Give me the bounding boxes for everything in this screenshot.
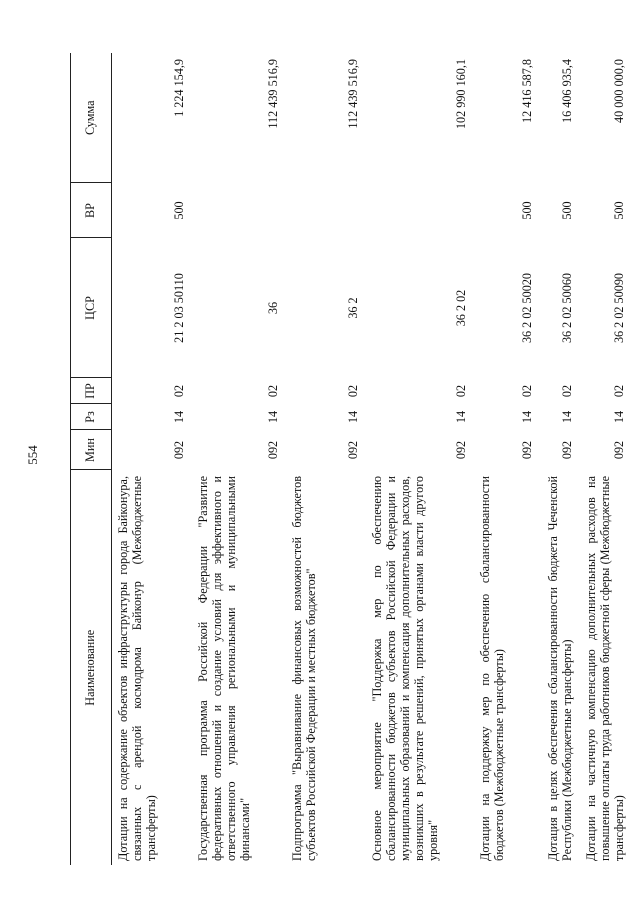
row-rz: 14 xyxy=(346,410,360,424)
row-sum: 16 406 935,4 xyxy=(560,59,574,123)
header-pr: ПР xyxy=(71,378,112,404)
budget-table xyxy=(70,53,640,865)
row-min: 092 xyxy=(560,440,574,460)
table-row xyxy=(192,53,286,865)
table-row xyxy=(366,53,474,865)
row-name: Дотации на частичную компенсацию дополнительных расходов на повышение оплаты труда работников бюджетной сферы (Межбюджетные трансферты) xyxy=(584,476,626,861)
row-rz: 14 xyxy=(612,410,626,424)
row-vr: 500 xyxy=(560,201,574,220)
header-rz: Рз xyxy=(71,404,112,430)
row-vr: 500 xyxy=(172,201,186,220)
header-vr: ВР xyxy=(71,183,112,238)
row-min: 092 xyxy=(520,440,534,460)
row-pr: 02 xyxy=(612,384,626,398)
row-min: 092 xyxy=(612,440,626,460)
row-min: 092 xyxy=(454,440,468,460)
row-rz: 14 xyxy=(454,410,468,424)
table-row xyxy=(580,53,640,865)
row-pr: 02 xyxy=(560,384,574,398)
row-pr: 02 xyxy=(172,384,186,398)
row-vr xyxy=(286,183,366,238)
row-vr xyxy=(192,183,286,238)
row-min: 092 xyxy=(346,440,360,460)
row-csr: 36 2 02 50090 xyxy=(612,272,626,344)
row-name: Основное мероприятие "Поддержка мер по обеспечению сбалансированности бюджетов субъектов Российской Федерации и муниципальных образований и компенсация дополнительных расходов, возникших в результате решений, принятых органами власти другого уровня" xyxy=(370,476,440,861)
row-sum: 40 000 000,0 xyxy=(612,59,626,123)
row-rz: 14 xyxy=(172,410,186,424)
page-number: 554 xyxy=(25,445,40,465)
row-csr: 36 2 xyxy=(346,297,360,319)
table-row xyxy=(542,53,580,865)
row-csr: 21 2 03 50110 xyxy=(172,273,186,343)
row-pr: 02 xyxy=(454,384,468,398)
row-name: Государственная программа Российской Федерации "Развитие федеративных отношений и создание условий для эффективного и ответственного управления региональными и муниципальными финансами" xyxy=(196,476,252,861)
row-sum: 102 990 160,1 xyxy=(454,59,468,130)
row-name: Дотации на поддержку мер по обеспечению сбалансированности бюджетов (Межбюджетные трансферты) xyxy=(478,476,506,861)
header-csr: ЦСР xyxy=(71,238,112,378)
row-vr: 500 xyxy=(612,201,626,220)
row-csr: 36 2 02 50020 xyxy=(520,272,534,344)
row-pr: 02 xyxy=(266,384,280,398)
table-header-row xyxy=(71,53,112,865)
header-name: Наименование xyxy=(71,470,112,865)
row-sum: 1 224 154,9 xyxy=(172,59,186,117)
table-row xyxy=(286,53,366,865)
row-vr: 500 xyxy=(520,201,534,220)
row-name: Дотации на содержание объектов инфраструктуры города Байконура, связанных с арендой космодрома Байконур (Межбюджетные трансферты) xyxy=(116,476,158,861)
row-vr xyxy=(366,183,474,238)
row-min: 092 xyxy=(266,440,280,460)
table-row xyxy=(474,53,542,865)
row-min: 092 xyxy=(172,440,186,460)
budget-table-rotated xyxy=(70,53,626,865)
row-csr: 36 2 02 50060 xyxy=(560,272,574,344)
header-min: Мин xyxy=(71,430,112,470)
row-csr: 36 xyxy=(266,301,280,315)
row-rz: 14 xyxy=(520,410,534,424)
row-sum: 112 439 516,9 xyxy=(266,59,280,129)
row-pr: 02 xyxy=(346,384,360,398)
row-rz: 14 xyxy=(560,410,574,424)
row-sum: 12 416 587,8 xyxy=(520,59,534,123)
row-rz: 14 xyxy=(266,410,280,424)
row-name: Подпрограмма "Выравнивание финансовых возможностей бюджетов субъектов Российской Федерации и местных бюджетов" xyxy=(290,476,318,861)
row-name: Дотация в целях обеспечения сбалансированности бюджета Чеченской Республики (Межбюджетные трансферты) xyxy=(546,476,574,861)
header-sum: Сумма xyxy=(71,53,112,183)
table-row xyxy=(112,53,193,865)
row-pr: 02 xyxy=(520,384,534,398)
row-sum: 112 439 516,9 xyxy=(346,59,360,129)
row-csr: 36 2 02 xyxy=(454,289,468,327)
